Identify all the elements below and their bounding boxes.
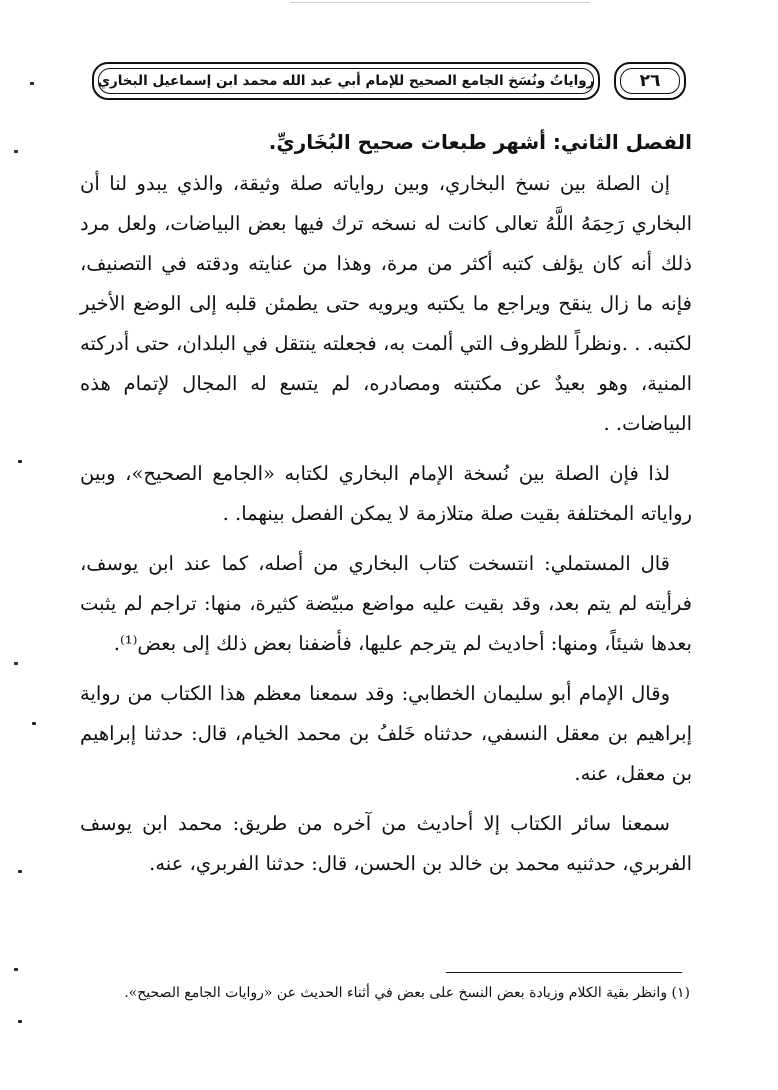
- scan-speck: [18, 1020, 22, 1023]
- footnote: (١) وانظر بقية الكلام وزيادة بعض النسخ على بعض في أثناء الحديث عن «روايات الجامع الصحيح».: [124, 985, 690, 1001]
- paragraph: لذا فإن الصلة بين نُسخة الإمام البخاري لكتابه «الجامع الصحيح»، وبين رواياته المختلفة بقيت صلة متلازمة لا يمكن الفصل بينهما. .: [80, 462, 692, 525]
- scan-speck: [32, 722, 36, 725]
- scan-speck: [18, 460, 22, 463]
- page-body: [80, 118, 692, 894]
- running-title: رواياتُ ونُسَخ الجامع الصحيح للإمام أبي عبد الله محمد ابن إسماعيل البخاري: [97, 73, 595, 89]
- scan-speck: [14, 150, 18, 153]
- page-header: [92, 62, 690, 102]
- chapter-title: الفصل الثاني: أشهر طبعات صحيح البُخَاريِّ.: [268, 130, 692, 154]
- scan-speck: [30, 82, 34, 85]
- paragraph: سمعنا سائر الكتاب إلا أحاديث من آخره من طريق: محمد ابن يوسف الفربري، حدثنيه محمد بن خالد بن الحسن، قال: حدثنا الفربري، عنه.: [80, 812, 692, 875]
- paragraph: وقال الإمام أبو سليمان الخطابي: وقد سمعنا معظم هذا الكتاب من رواية إبراهيم بن معقل النسفي، حدثناه خَلفُ بن محمد الخيام، قال: حدثنا إبراهيم بن معقل، عنه.: [80, 682, 692, 785]
- page-number: ٢٦: [639, 71, 661, 91]
- scan-speck: [14, 968, 18, 971]
- footnote-separator: [446, 972, 682, 973]
- page-number-frame: [614, 62, 686, 100]
- scan-speck: [18, 870, 22, 873]
- paragraph: إن الصلة بين نسخ البخاري، وبين رواياته صلة وثيقة، والذي يبدو لنا أن البخاري رَحِمَهُ اللَّهُ تعالى كانت له نسخه ترك فيها بعض البياضات، ولعل مرد ذلك أنه كان يؤلف كتبه أكثر من مرة، وهذا من عنايته ودقته في التصنيف، فإنه ما زال ينقح ويراجع ما يكتبه ويرويه حتى يطمئن قلبه إلى الوضع الأخير لكتبه. . .ونظراً للظروف التي ألمت به، فجعلته ينتقل في البلدان، حتى أدركته المنية، وهو بعيدٌ عن مكتبته ومصادره، لم يتسع له المجال لإتمام هذه البياضات. .: [80, 172, 692, 435]
- paragraph: قال المستملي: انتسخت كتاب البخاري من أصله، كما عند ابن يوسف، فرأيته لم يتم بعد، وقد بقيت عليه مواضع مبيّضة كثيرة، منها: تراجم لم يثبت بعدها شيئاً، ومنها: أحاديث لم يترجم عليها، فأضفنا بعض ذلك إلى بعض⁽¹⁾.: [80, 552, 692, 655]
- scan-speck: [14, 662, 18, 665]
- scan-edge-line: [290, 2, 590, 3]
- running-title-frame: [92, 62, 600, 100]
